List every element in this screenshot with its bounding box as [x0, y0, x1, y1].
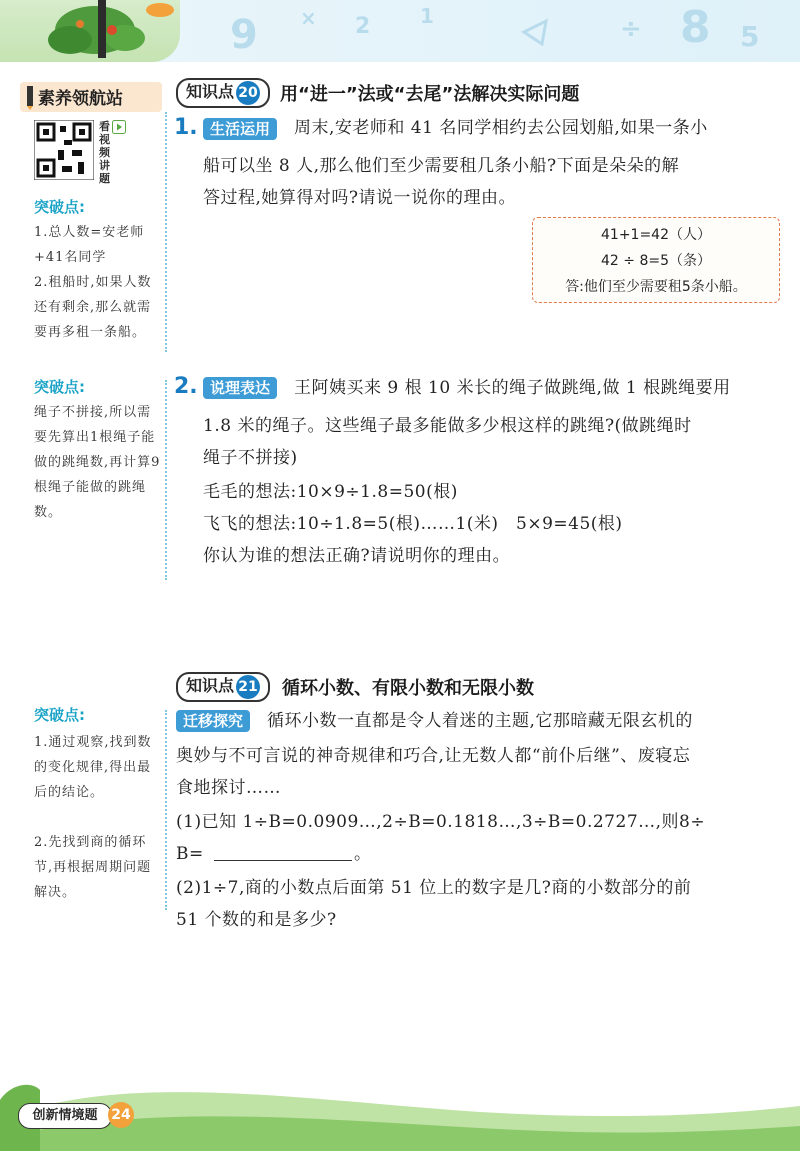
question-2-line1: 王阿姨买来 9 根 10 米长的绳子做跳绳,做 1 根跳绳要用 — [294, 378, 731, 398]
answer-box — [532, 217, 780, 303]
question-2-tag: 说理表达 — [203, 377, 277, 399]
banner-digit: ÷ — [620, 14, 642, 44]
question-1-line1: 周末,安老师和 41 名同学相约去公园划船,如果一条小 — [294, 118, 708, 138]
knowledge-point-21-title: 循环小数、有限小数和无限小数 — [282, 678, 534, 699]
question-3-line2: 奥妙与不可言说的神奇规律和巧合,让无数人都“前仆后继”、废寝忘 — [176, 746, 691, 766]
sidebar-head-2: 突破点: — [34, 378, 85, 396]
question-2-line3: 绳子不拼接) — [203, 448, 298, 468]
question-1-tag: 生活运用 — [203, 118, 277, 140]
kp-number: 21 — [236, 675, 260, 699]
answer-line: 42 ÷ 8=5（条） — [601, 253, 711, 269]
sidebar-divider — [165, 710, 167, 910]
question-2-line2: 1.8 米的绳子。这些绳子最多能做多少根这样的跳绳?(做跳绳时 — [203, 416, 692, 436]
play-icon — [112, 120, 126, 134]
banner-digit: 5 — [740, 20, 760, 53]
triangle-icon — [520, 18, 550, 46]
sidebar-text-2: 绳子不拼接,所以需要先算出1根绳子能做的跳绳数,再计算9根绳子能做的跳绳数。 — [34, 405, 161, 520]
question-2-line6: 你认为谁的想法正确?请说明你的理由。 — [203, 546, 511, 566]
question-3-tag: 迁移探究 — [176, 710, 250, 732]
sidebar-text-3b: 2.先找到商的循环节,再根据周期问题解决。 — [34, 835, 152, 900]
sidebar-title: 素养领航站 — [38, 89, 123, 109]
kp-label-text: 知识点 — [186, 676, 235, 695]
sidebar-text-1b: 2.租船时,如果人数还有剩余,那么就需要再多租一条船。 — [34, 275, 152, 340]
banner-digit: 1 — [420, 4, 434, 28]
answer-blank[interactable] — [214, 860, 352, 861]
banner-digit: 9 — [230, 12, 258, 58]
pencil-icon — [24, 84, 36, 110]
knowledge-point-20-title: 用“进一”法或“去尾”法解决实际问题 — [280, 84, 580, 105]
question-2-line4: 毛毛的想法:10×9÷1.8=50(根) — [203, 482, 458, 502]
knowledge-point-21-label — [176, 672, 270, 702]
banner-plant-area — [0, 0, 180, 62]
question-2-line5: 飞飞的想法:10÷1.8=5(根)……1(米) 5×9=45(根) — [203, 514, 623, 534]
footer-label: 创新情境题 — [18, 1103, 112, 1129]
question-3-line7: 51 个数的和是多少? — [176, 910, 337, 930]
banner-digit: × — [300, 6, 317, 30]
knowledge-point-20-label — [176, 78, 270, 108]
kp-label-text: 知识点 — [186, 82, 235, 101]
question-3-line3: 食地探讨…… — [176, 778, 281, 798]
answer-line: 答:他们至少需要租5条小船。 — [565, 279, 747, 295]
qr-caption: 看视频讲题 — [99, 120, 110, 185]
banner-digit: 2 — [355, 14, 371, 39]
qr-code[interactable] — [34, 120, 94, 180]
sidebar-divider — [165, 380, 167, 580]
question-2-number: 2. — [174, 374, 198, 399]
question-1-number: 1. — [174, 115, 198, 140]
sidebar-divider — [165, 112, 167, 352]
sidebar-text-1a: 1.总人数=安老师+41名同学 — [34, 225, 145, 265]
qr-code-icon — [34, 120, 94, 180]
question-3-line5-end: 。 — [354, 844, 372, 864]
sidebar-text-3a: 1.通过观察,找到数的变化规律,得出最后的结论。 — [34, 735, 152, 800]
sidebar-head-3: 突破点: — [34, 706, 85, 724]
question-1-line2: 船可以坐 8 人,那么他们至少需要租几条小船?下面是朵朵的解 — [203, 156, 680, 176]
answer-line: 41+1=42（人） — [601, 227, 711, 243]
question-3-line5: B= — [176, 844, 204, 864]
plant-icon — [0, 0, 180, 62]
question-3-line4: (1)已知 1÷B=0.0909…,2÷B=0.1818…,3÷B=0.2727…,则8÷ — [176, 812, 706, 832]
question-3-line6: (2)1÷7,商的小数点后面第 51 位上的数字是几?商的小数部分的前 — [176, 878, 692, 898]
banner-digit: 8 — [680, 2, 711, 53]
sidebar-head-1: 突破点: — [34, 198, 85, 216]
question-1-line3: 答过程,她算得对吗?请说一说你的理由。 — [203, 188, 517, 208]
kp-number: 20 — [236, 81, 260, 105]
question-3-line1: 循环小数一直都是令人着迷的主题,它那暗藏无限玄机的 — [267, 711, 693, 731]
page-number: 24 — [108, 1102, 134, 1128]
